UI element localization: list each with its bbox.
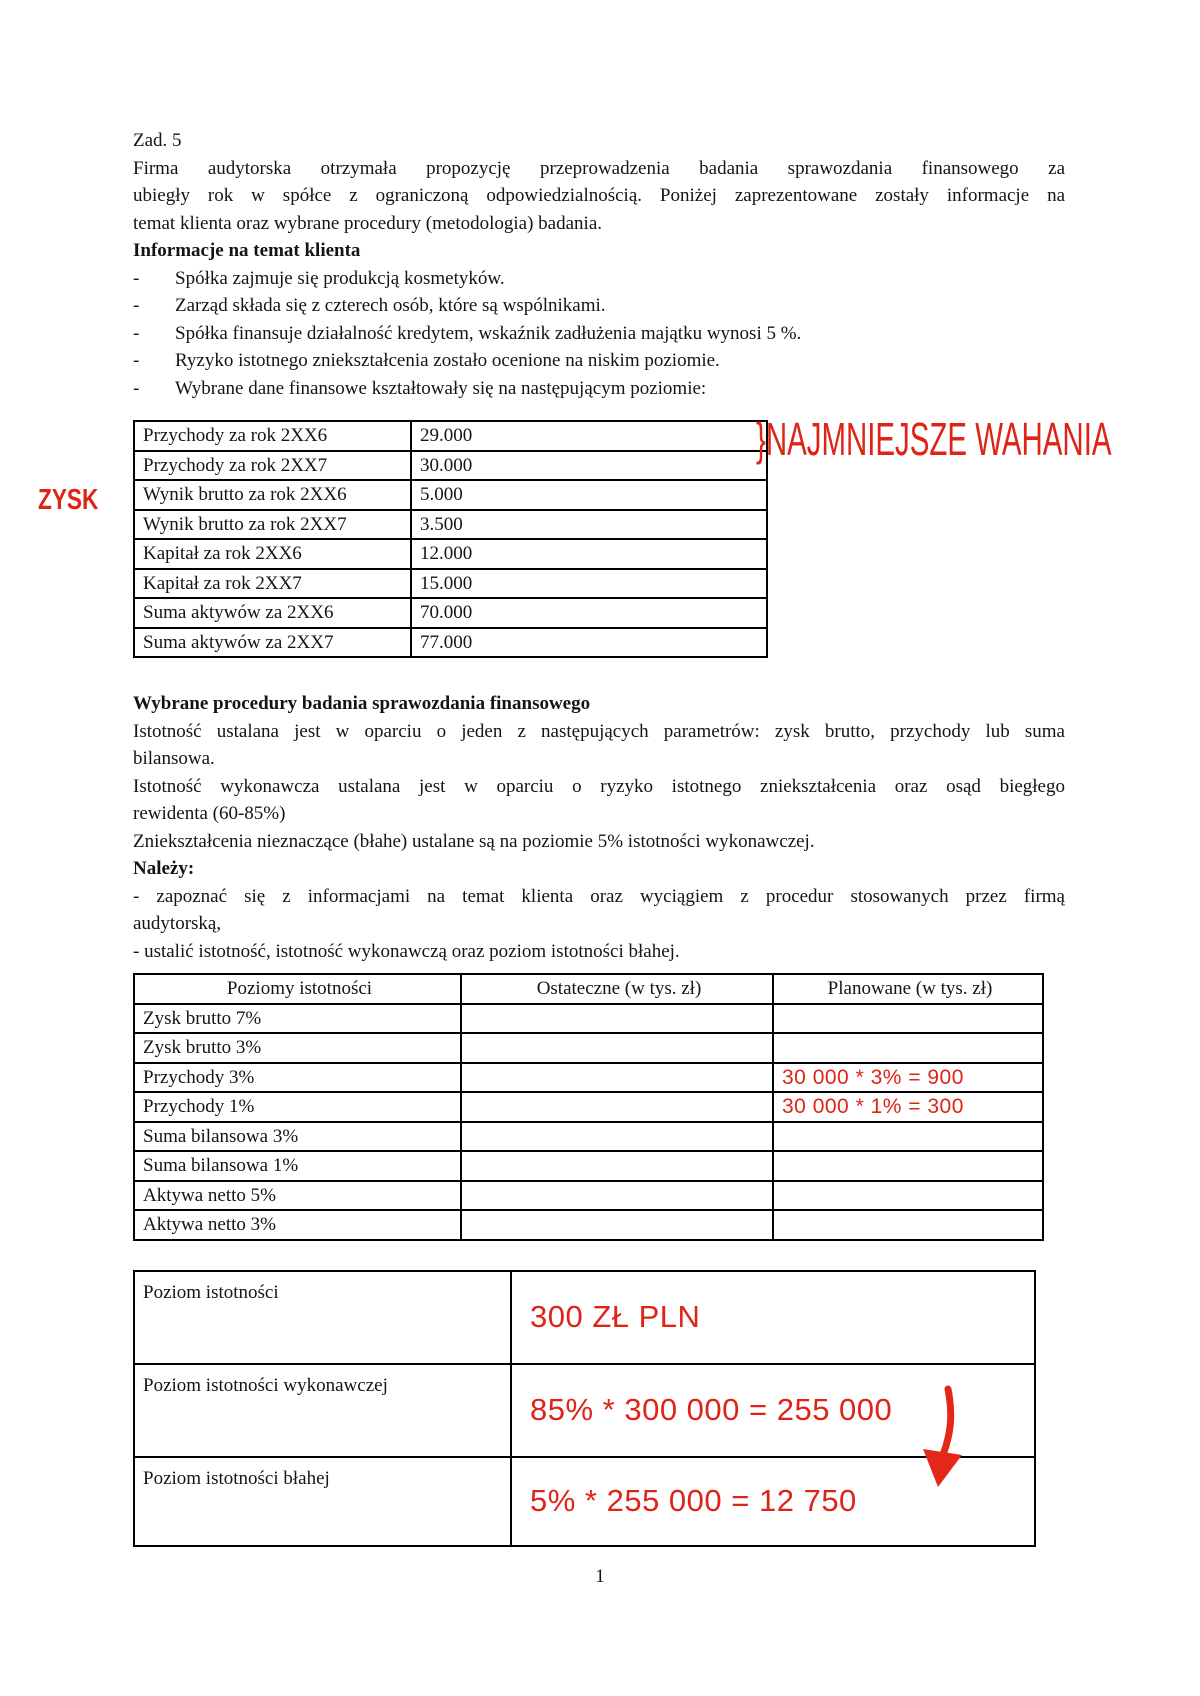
list-item-text: Zarząd składa się z czterech osób, które są wspólnikami. xyxy=(175,295,606,316)
client-info-list xyxy=(133,265,1065,403)
cell-planowane xyxy=(773,1181,1043,1211)
row-label: Aktywa netto 3% xyxy=(134,1210,461,1240)
zysk-annotation: ZYSK xyxy=(38,484,99,516)
cell-ostateczne xyxy=(461,1122,773,1152)
row-value: 30.000 xyxy=(411,451,767,481)
paragraph-line: rewidenta (60-85%) xyxy=(133,803,286,824)
list-item-text: Ryzyko istotnego zniekształcenia zostało ocenione na niskim poziomie. xyxy=(175,350,720,371)
page-number: 1 xyxy=(595,1566,605,1587)
bullet-dash: - xyxy=(133,377,140,399)
materiality-summary-table xyxy=(133,1270,1036,1547)
list-item xyxy=(133,375,1065,403)
list-item-text: Spółka finansuje działalność kredytem, wskaźnik zadłużenia majątku wynosi 5 %. xyxy=(175,322,802,344)
table-row xyxy=(134,1271,1035,1364)
intro-line: temat klienta oraz wybrane procedury (metodologia) badania. xyxy=(133,212,602,234)
bullet-dash: - xyxy=(133,267,140,289)
column-header: Ostateczne (w tys. zł) xyxy=(461,974,773,1004)
exercise-title: Zad. 5 xyxy=(133,130,182,151)
list-item xyxy=(133,292,1065,320)
tasks-heading: Należy: xyxy=(133,858,195,879)
list-item-text: Wybrane dane finansowe kształtowały się na następującym poziomie: xyxy=(175,377,707,399)
cell-planowane xyxy=(773,1033,1043,1063)
task-line: - ustalić istotność, istotność wykonawczą oraz poziom istotności błahej. xyxy=(133,940,680,962)
column-header: Planowane (w tys. zł) xyxy=(773,974,1043,1004)
table-row xyxy=(134,1210,1043,1240)
handwritten-calculation: 85% * 300 000 = 255 000 xyxy=(511,1364,1035,1457)
row-label: Przychody za rok 2XX7 xyxy=(134,451,411,481)
table-row xyxy=(134,1092,1043,1122)
red-down-arrow-icon xyxy=(910,1383,970,1495)
table-row xyxy=(134,1122,1043,1152)
task-line: - zapoznać się z informacjami na temat klienta oraz wyciągiem z procedur stosowanych przez firmą xyxy=(133,885,1065,907)
cell-planowane xyxy=(773,1004,1043,1034)
table-row xyxy=(134,451,767,481)
table-row xyxy=(134,539,767,569)
row-label: Przychody za rok 2XX6 xyxy=(134,421,411,451)
intro-paragraph xyxy=(133,155,1065,238)
cell-planowane xyxy=(773,1122,1043,1152)
paragraph-line: Istotność wykonawcza ustalana jest w oparciu o ryzyko istotnego zniekształcenia oraz osąd biegłego xyxy=(133,775,1065,797)
bullet-dash: - xyxy=(133,295,140,316)
cell-ostateczne xyxy=(461,1033,773,1063)
cell-ostateczne xyxy=(461,1004,773,1034)
tasks-list xyxy=(133,883,1065,966)
row-value: 77.000 xyxy=(411,628,767,658)
row-value: 5.000 xyxy=(411,480,767,510)
table-row xyxy=(134,569,767,599)
procedures-paragraph-2 xyxy=(133,773,1065,828)
bullet-dash: - xyxy=(133,322,140,344)
cell-ostateczne xyxy=(461,1210,773,1240)
table-row xyxy=(134,1151,1043,1181)
row-label: Suma bilansowa 3% xyxy=(134,1122,461,1152)
financial-data-table xyxy=(133,420,768,658)
list-item xyxy=(133,320,1065,348)
table-row xyxy=(134,598,767,628)
row-label: Suma aktywów za 2XX7 xyxy=(134,628,411,658)
handwritten-calculation: 30 000 * 3% = 900 xyxy=(773,1063,1043,1093)
list-item xyxy=(133,265,1065,293)
row-label: Poziom istotności xyxy=(134,1271,511,1364)
table-row xyxy=(134,1181,1043,1211)
document-content xyxy=(133,127,1065,1547)
row-value: 70.000 xyxy=(411,598,767,628)
intro-line: ubiegły rok w spółce z ograniczoną odpowiedzialnością. Poniżej zaprezentowane zostały informacje na xyxy=(133,185,1065,206)
row-value: 3.500 xyxy=(411,510,767,540)
row-label: Przychody 3% xyxy=(134,1063,461,1093)
table-row xyxy=(134,1457,1035,1546)
handwritten-calculation: 5% * 255 000 = 12 750 xyxy=(511,1457,1035,1546)
table-header-row xyxy=(134,974,1043,1004)
row-label: Wynik brutto za rok 2XX6 xyxy=(134,480,411,510)
row-value: 29.000 xyxy=(411,421,767,451)
table-row xyxy=(134,1364,1035,1457)
task-line: audytorską, xyxy=(133,913,222,934)
row-label: Zysk brutto 3% xyxy=(134,1033,461,1063)
table-row xyxy=(134,421,767,451)
row-label: Aktywa netto 5% xyxy=(134,1181,461,1211)
cell-ostateczne xyxy=(461,1092,773,1122)
intro-line: Firma audytorska otrzymała propozycję przeprowadzenia badania sprawozdania finansowego za xyxy=(133,157,1065,179)
row-label: Zysk brutto 7% xyxy=(134,1004,461,1034)
table-row xyxy=(134,1033,1043,1063)
table-row xyxy=(134,510,767,540)
row-label: Suma bilansowa 1% xyxy=(134,1151,461,1181)
row-label: Kapitał za rok 2XX6 xyxy=(134,539,411,569)
table-row xyxy=(134,480,767,510)
paragraph-line: Istotność ustalana jest w oparciu o jeden z następujących parametrów: zysk brutto, przychody lub suma xyxy=(133,720,1065,742)
row-label: Kapitał za rok 2XX7 xyxy=(134,569,411,599)
row-label: Wynik brutto za rok 2XX7 xyxy=(134,510,411,540)
procedures-heading: Wybrane procedury badania sprawozdania finansowego xyxy=(133,693,591,714)
bullet-dash: - xyxy=(133,350,140,371)
cell-planowane xyxy=(773,1210,1043,1240)
handwritten-calculation: 30 000 * 1% = 300 xyxy=(773,1092,1043,1122)
paragraph-line: bilansowa. xyxy=(133,748,215,769)
row-label: Suma aktywów za 2XX6 xyxy=(134,598,411,628)
najmniejsze-wahania-annotation: }NAJMNIEJSZE WAHANIA xyxy=(756,413,1112,465)
table-row xyxy=(134,628,767,658)
cell-ostateczne xyxy=(461,1151,773,1181)
cell-ostateczne xyxy=(461,1181,773,1211)
table-row xyxy=(134,1004,1043,1034)
handwritten-value: 300 ZŁ PLN xyxy=(511,1271,1035,1364)
procedures-paragraph-1 xyxy=(133,718,1065,773)
list-item xyxy=(133,347,1065,375)
table-row xyxy=(134,1063,1043,1093)
row-value: 15.000 xyxy=(411,569,767,599)
row-value: 12.000 xyxy=(411,539,767,569)
significance-levels-table xyxy=(133,973,1044,1241)
cell-ostateczne xyxy=(461,1063,773,1093)
list-item-text: Spółka zajmuje się produkcją kosmetyków. xyxy=(175,267,505,289)
column-header: Poziomy istotności xyxy=(134,974,461,1004)
row-label: Poziom istotności błahej xyxy=(134,1457,511,1546)
cell-planowane xyxy=(773,1151,1043,1181)
procedures-paragraph-3: Zniekształcenia nieznaczące (błahe) ustalane są na poziomie 5% istotności wykonawczej. xyxy=(133,830,815,852)
row-label: Przychody 1% xyxy=(134,1092,461,1122)
row-label: Poziom istotności wykonawczej xyxy=(134,1364,511,1457)
client-info-heading: Informacje na temat klienta xyxy=(133,240,361,261)
